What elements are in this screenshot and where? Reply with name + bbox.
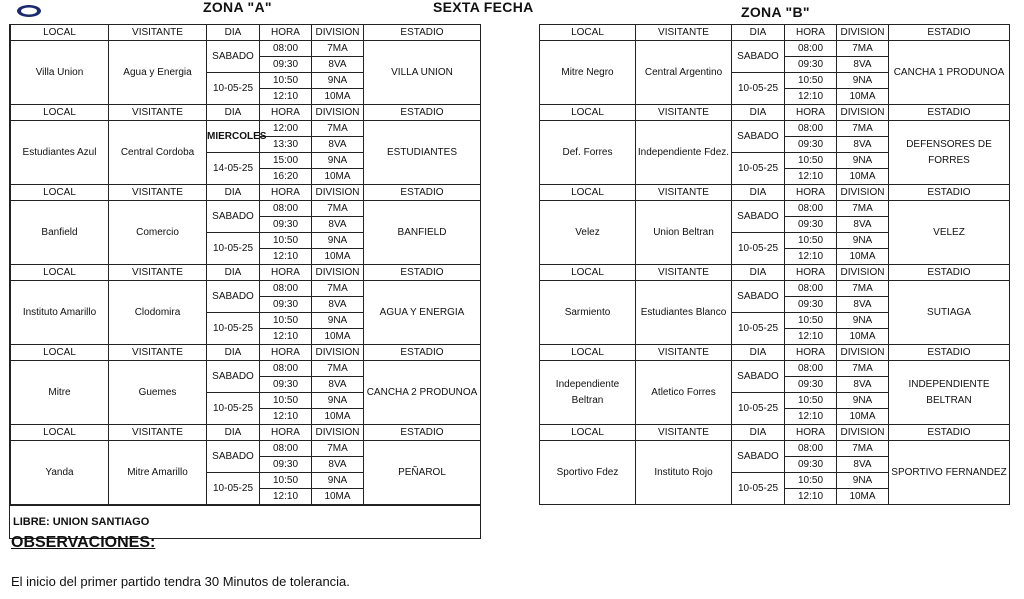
stadium: BANFIELD [364, 201, 481, 265]
match-date: 10-05-25 [207, 473, 260, 505]
column-header: ESTADIO [364, 425, 481, 441]
match-time: 10:50 [785, 233, 837, 249]
column-header: VISITANTE [636, 185, 732, 201]
zone-a-table [10, 24, 481, 505]
stadium: SUTIAGA [889, 281, 1010, 345]
match-time: 09:30 [260, 377, 312, 393]
division: 8VA [837, 297, 889, 313]
match-time: 10:50 [785, 473, 837, 489]
column-header: VISITANTE [109, 345, 207, 361]
header-row [540, 25, 1010, 41]
match-time: 12:10 [785, 329, 837, 345]
column-header: HORA [785, 345, 837, 361]
league-logo-icon [16, 2, 42, 12]
match-day: SABADO [732, 361, 785, 393]
division: 10MA [312, 329, 364, 345]
match-time: 09:30 [785, 217, 837, 233]
match-time: 09:30 [260, 457, 312, 473]
column-header: HORA [785, 185, 837, 201]
division: 8VA [312, 137, 364, 153]
local-team: Banfield [11, 201, 109, 265]
division: 10MA [312, 169, 364, 185]
division: 8VA [312, 57, 364, 73]
column-header: DIVISION [312, 185, 364, 201]
column-header: DIA [207, 25, 260, 41]
visiting-team: Instituto Rojo [636, 441, 732, 505]
match-time: 12:10 [785, 409, 837, 425]
header-row [11, 25, 481, 41]
match-time: 10:50 [260, 313, 312, 329]
division: 9NA [837, 153, 889, 169]
column-header: VISITANTE [636, 105, 732, 121]
division: 10MA [312, 489, 364, 505]
division: 7MA [837, 41, 889, 57]
match-time: 12:10 [785, 249, 837, 265]
column-header: DIVISION [837, 105, 889, 121]
column-header: ESTADIO [364, 265, 481, 281]
match-day: SABADO [732, 121, 785, 153]
division: 8VA [837, 57, 889, 73]
header-row [11, 425, 481, 441]
division: 9NA [312, 473, 364, 489]
column-header: HORA [785, 25, 837, 41]
match-time: 12:10 [260, 489, 312, 505]
local-team: Def. Forres [540, 121, 636, 185]
match-time: 10:50 [785, 393, 837, 409]
division: 9NA [837, 473, 889, 489]
match-row [11, 121, 481, 137]
column-header: LOCAL [11, 345, 109, 361]
local-team: Mitre [11, 361, 109, 425]
match-row [540, 281, 1010, 297]
division: 7MA [312, 201, 364, 217]
header-row [540, 345, 1010, 361]
column-header: LOCAL [11, 265, 109, 281]
match-date: 14-05-25 [207, 153, 260, 185]
match-day: SABADO [732, 201, 785, 233]
match-time: 12:00 [260, 121, 312, 137]
header-row [540, 265, 1010, 281]
visiting-team: Guemes [109, 361, 207, 425]
division: 7MA [312, 361, 364, 377]
visiting-team: Independiente Fdez. [636, 121, 732, 185]
division: 7MA [837, 441, 889, 457]
local-team: Instituto Amarillo [11, 281, 109, 345]
column-header: DIVISION [837, 25, 889, 41]
local-team: Sportivo Fdez [540, 441, 636, 505]
libre-note: LIBRE: UNION SANTIAGO [10, 505, 480, 538]
match-date: 10-05-25 [207, 233, 260, 265]
division: 8VA [312, 217, 364, 233]
column-header: DIA [207, 425, 260, 441]
match-time: 10:50 [260, 393, 312, 409]
match-row [540, 121, 1010, 137]
division: 10MA [837, 249, 889, 265]
match-row [540, 361, 1010, 377]
stadium: CANCHA 1 PRODUNOA [889, 41, 1010, 105]
column-header: ESTADIO [889, 345, 1010, 361]
match-time: 09:30 [785, 297, 837, 313]
stadium: VELEZ [889, 201, 1010, 265]
division: 10MA [312, 249, 364, 265]
match-day: MIERCOLES [207, 121, 260, 153]
local-team: Villa Union [11, 41, 109, 105]
division: 8VA [312, 457, 364, 473]
zone-b-title: ZONA "B" [741, 4, 810, 20]
column-header: VISITANTE [109, 105, 207, 121]
column-header: ESTADIO [364, 105, 481, 121]
division: 9NA [312, 393, 364, 409]
division: 10MA [837, 489, 889, 505]
column-header: LOCAL [11, 425, 109, 441]
stadium: VILLA UNION [364, 41, 481, 105]
match-time: 09:30 [260, 57, 312, 73]
match-time: 09:30 [785, 377, 837, 393]
header-row [11, 265, 481, 281]
division: 8VA [837, 457, 889, 473]
match-date: 10-05-25 [732, 393, 785, 425]
match-time: 08:00 [260, 41, 312, 57]
division: 7MA [837, 121, 889, 137]
division: 9NA [312, 233, 364, 249]
local-team: Sarmiento [540, 281, 636, 345]
zone-a-title: ZONA "A" [203, 0, 272, 15]
match-row [11, 281, 481, 297]
division: 8VA [837, 377, 889, 393]
header-row [11, 105, 481, 121]
match-day: SABADO [207, 201, 260, 233]
visiting-team: Central Cordoba [109, 121, 207, 185]
column-header: DIA [732, 345, 785, 361]
match-time: 08:00 [785, 361, 837, 377]
column-header: DIA [207, 345, 260, 361]
match-row [11, 201, 481, 217]
column-header: HORA [260, 105, 312, 121]
match-day: SABADO [732, 441, 785, 473]
column-header: ESTADIO [889, 265, 1010, 281]
match-time: 08:00 [260, 201, 312, 217]
column-header: VISITANTE [109, 425, 207, 441]
match-time: 08:00 [785, 441, 837, 457]
column-header: DIA [732, 105, 785, 121]
match-time: 10:50 [785, 313, 837, 329]
local-team: Mitre Negro [540, 41, 636, 105]
column-header: HORA [260, 185, 312, 201]
match-time: 08:00 [785, 41, 837, 57]
column-header: DIVISION [312, 25, 364, 41]
match-time: 12:10 [260, 89, 312, 105]
column-header: LOCAL [540, 185, 636, 201]
match-row [11, 441, 481, 457]
zone-a-fixture-table [9, 24, 481, 539]
match-time: 08:00 [785, 281, 837, 297]
match-time: 08:00 [260, 441, 312, 457]
visiting-team: Atletico Forres [636, 361, 732, 425]
column-header: LOCAL [540, 105, 636, 121]
column-header: HORA [260, 425, 312, 441]
column-header: VISITANTE [109, 265, 207, 281]
match-time: 09:30 [260, 217, 312, 233]
zone-b-fixture-table [539, 24, 1009, 505]
column-header: ESTADIO [889, 185, 1010, 201]
match-time: 12:10 [785, 169, 837, 185]
match-time: 15:00 [260, 153, 312, 169]
match-date: 10-05-25 [207, 313, 260, 345]
column-header: DIA [732, 425, 785, 441]
match-date: 10-05-25 [732, 153, 785, 185]
header-row [11, 345, 481, 361]
division: 7MA [837, 281, 889, 297]
column-header: DIA [207, 185, 260, 201]
match-date: 10-05-25 [207, 393, 260, 425]
match-date: 10-05-25 [732, 233, 785, 265]
column-header: DIVISION [837, 345, 889, 361]
match-date: 10-05-25 [732, 73, 785, 105]
column-header: ESTADIO [889, 25, 1010, 41]
match-time: 09:30 [785, 457, 837, 473]
division: 10MA [837, 89, 889, 105]
match-day: SABADO [207, 41, 260, 73]
column-header: DIVISION [837, 265, 889, 281]
match-day: SABADO [207, 281, 260, 313]
division: 8VA [312, 297, 364, 313]
division: 9NA [837, 393, 889, 409]
sheet-title: SEXTA FECHA [433, 0, 534, 15]
column-header: HORA [785, 105, 837, 121]
stadium: ESTUDIANTES [364, 121, 481, 185]
column-header: ESTADIO [364, 25, 481, 41]
column-header: VISITANTE [109, 185, 207, 201]
column-header: DIA [207, 105, 260, 121]
column-header: DIVISION [312, 105, 364, 121]
column-header: LOCAL [11, 105, 109, 121]
stadium: CANCHA 2 PRODUNOA [364, 361, 481, 425]
match-time: 09:30 [785, 137, 837, 153]
match-time: 10:50 [260, 233, 312, 249]
stadium: DEFENSORES DE FORRES [889, 121, 1010, 185]
local-team: Estudiantes Azul [11, 121, 109, 185]
column-header: ESTADIO [364, 185, 481, 201]
header-row [540, 105, 1010, 121]
match-time: 12:10 [785, 489, 837, 505]
division: 10MA [837, 169, 889, 185]
column-header: LOCAL [540, 265, 636, 281]
match-time: 09:30 [785, 57, 837, 73]
match-time: 08:00 [785, 201, 837, 217]
division: 10MA [837, 409, 889, 425]
division: 7MA [312, 281, 364, 297]
match-time: 12:10 [260, 329, 312, 345]
match-time: 08:00 [260, 281, 312, 297]
stadium: PEÑAROL [364, 441, 481, 505]
local-team: Yanda [11, 441, 109, 505]
visiting-team: Estudiantes Blanco [636, 281, 732, 345]
stadium: AGUA Y ENERGIA [364, 281, 481, 345]
division: 7MA [312, 41, 364, 57]
local-team: Velez [540, 201, 636, 265]
observaciones-text: El inicio del primer partido tendra 30 Minutos de tolerancia. [11, 574, 350, 589]
match-row [540, 41, 1010, 57]
column-header: DIA [732, 265, 785, 281]
match-row [540, 441, 1010, 457]
column-header: DIA [732, 25, 785, 41]
column-header: VISITANTE [636, 265, 732, 281]
match-time: 12:10 [260, 249, 312, 265]
column-header: VISITANTE [636, 425, 732, 441]
match-time: 08:00 [785, 121, 837, 137]
column-header: LOCAL [11, 25, 109, 41]
column-header: VISITANTE [636, 345, 732, 361]
division: 8VA [837, 137, 889, 153]
column-header: DIVISION [312, 345, 364, 361]
match-row [11, 361, 481, 377]
column-header: LOCAL [540, 425, 636, 441]
column-header: LOCAL [540, 25, 636, 41]
division: 9NA [837, 313, 889, 329]
match-time: 10:50 [785, 153, 837, 169]
stadium: SPORTIVO FERNANDEZ [889, 441, 1010, 505]
match-row [11, 41, 481, 57]
column-header: LOCAL [540, 345, 636, 361]
match-time: 13:30 [260, 137, 312, 153]
column-header: HORA [260, 265, 312, 281]
match-date: 10-05-25 [207, 73, 260, 105]
match-day: SABADO [732, 41, 785, 73]
column-header: VISITANTE [109, 25, 207, 41]
match-time: 12:10 [260, 409, 312, 425]
column-header: DIA [732, 185, 785, 201]
column-header: DIVISION [837, 185, 889, 201]
visiting-team: Clodomira [109, 281, 207, 345]
zone-b-table [539, 24, 1010, 505]
column-header: VISITANTE [636, 25, 732, 41]
match-time: 12:10 [785, 89, 837, 105]
stadium: INDEPENDIENTE BELTRAN [889, 361, 1010, 425]
match-day: SABADO [207, 361, 260, 393]
header-row [11, 185, 481, 201]
match-row [540, 201, 1010, 217]
column-header: ESTADIO [889, 105, 1010, 121]
division: 9NA [312, 73, 364, 89]
column-header: DIVISION [312, 265, 364, 281]
visiting-team: Comercio [109, 201, 207, 265]
header-row [540, 185, 1010, 201]
column-header: ESTADIO [889, 425, 1010, 441]
column-header: ESTADIO [364, 345, 481, 361]
division: 9NA [837, 233, 889, 249]
local-team: Independiente Beltran [540, 361, 636, 425]
match-date: 10-05-25 [732, 313, 785, 345]
division: 8VA [837, 217, 889, 233]
column-header: HORA [785, 265, 837, 281]
division: 10MA [312, 409, 364, 425]
match-day: SABADO [207, 441, 260, 473]
match-time: 08:00 [260, 361, 312, 377]
column-header: HORA [260, 25, 312, 41]
division: 7MA [312, 441, 364, 457]
match-time: 10:50 [785, 73, 837, 89]
division: 9NA [312, 153, 364, 169]
column-header: LOCAL [11, 185, 109, 201]
match-day: SABADO [732, 281, 785, 313]
visiting-team: Agua y Energia [109, 41, 207, 105]
match-date: 10-05-25 [732, 473, 785, 505]
match-time: 10:50 [260, 473, 312, 489]
division: 9NA [837, 73, 889, 89]
visiting-team: Union Beltran [636, 201, 732, 265]
header-row [540, 425, 1010, 441]
observaciones-title: OBSERVACIONES: [11, 534, 156, 551]
match-time: 16:20 [260, 169, 312, 185]
division: 9NA [312, 313, 364, 329]
match-time: 10:50 [260, 73, 312, 89]
column-header: HORA [260, 345, 312, 361]
visiting-team: Mitre Amarillo [109, 441, 207, 505]
column-header: DIVISION [312, 425, 364, 441]
division: 10MA [837, 329, 889, 345]
division: 8VA [312, 377, 364, 393]
division: 7MA [837, 201, 889, 217]
column-header: HORA [785, 425, 837, 441]
column-header: DIA [207, 265, 260, 281]
match-time: 09:30 [260, 297, 312, 313]
division: 10MA [312, 89, 364, 105]
division: 7MA [312, 121, 364, 137]
visiting-team: Central Argentino [636, 41, 732, 105]
division: 7MA [837, 361, 889, 377]
column-header: DIVISION [837, 425, 889, 441]
